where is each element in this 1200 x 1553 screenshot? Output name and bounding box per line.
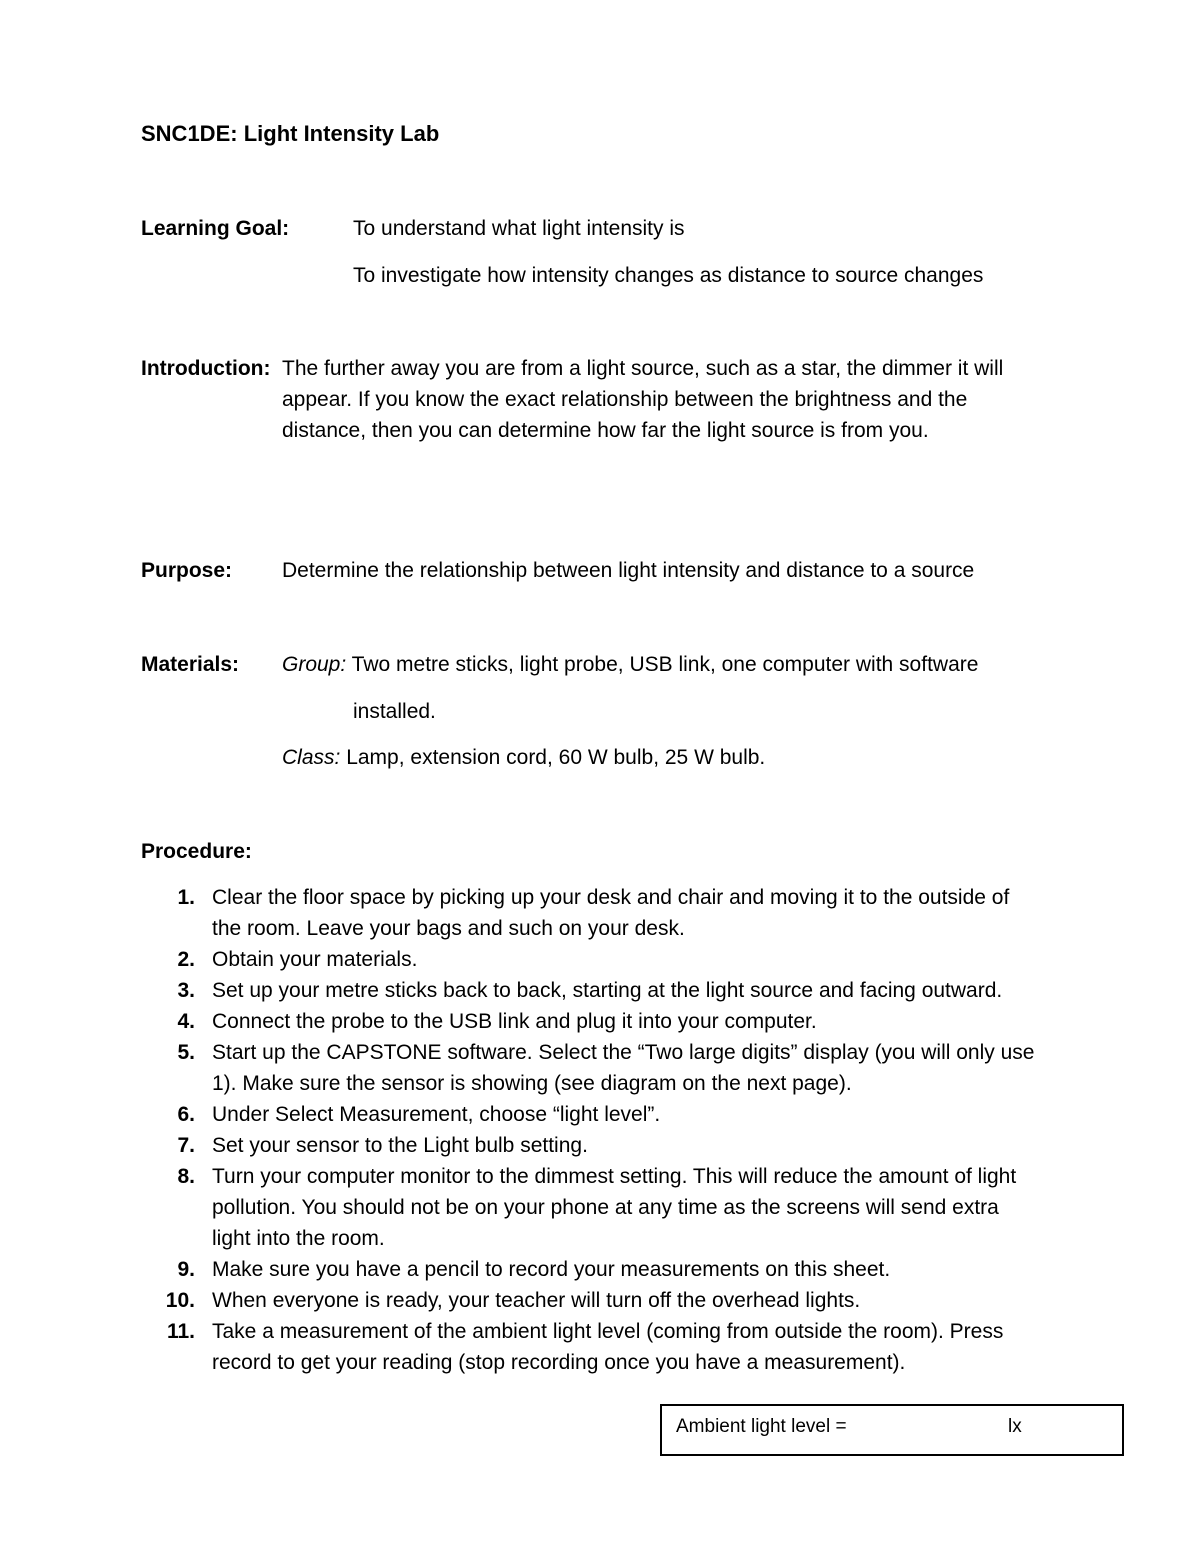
lab-name: Light Intensity Lab xyxy=(243,121,440,146)
step-text: Set your sensor to the Light bulb setting. xyxy=(212,1134,588,1157)
step-text: 1). Make sure the sensor is showing (see diagram on the next page). xyxy=(212,1072,852,1095)
step-number: 8. xyxy=(177,1165,195,1188)
materials-class xyxy=(282,746,765,770)
learning-goal-line: To understand what light intensity is xyxy=(353,217,685,240)
step-number: 3. xyxy=(177,979,195,1002)
materials-group xyxy=(282,653,978,677)
purpose-text: Determine the relationship between light intensity and distance to a source xyxy=(282,559,975,582)
step-text: When everyone is ready, your teacher will turn off the overhead lights. xyxy=(212,1289,861,1312)
procedure-label: Procedure: xyxy=(141,840,252,863)
learning-goal-label: Learning Goal: xyxy=(141,217,290,240)
ambient-light-unit: lx xyxy=(1008,1416,1022,1437)
step-number: 4. xyxy=(177,1010,195,1033)
step-number: 7. xyxy=(177,1134,195,1157)
step-number: 11. xyxy=(166,1320,195,1343)
step-text: Set up your metre sticks back to back, starting at the light source and facing outward. xyxy=(212,979,1003,1002)
class-text: Lamp, extension cord, 60 W bulb, 25 W bulb. xyxy=(346,746,766,769)
step-text: Start up the CAPSTONE software. Select the “Two large digits” display (you will only use xyxy=(212,1041,1035,1064)
step-text: Turn your computer monitor to the dimmest setting. This will reduce the amount of light xyxy=(212,1165,1017,1188)
introduction-label: Introduction: xyxy=(141,357,271,380)
materials-label: Materials: xyxy=(141,653,240,676)
introduction-line: The further away you are from a light source, such as a star, the dimmer it will xyxy=(282,357,1004,380)
group-text-cont: installed. xyxy=(353,700,436,723)
class-label: Class: xyxy=(282,746,341,769)
step-number: 10. xyxy=(165,1289,195,1312)
step-text: Make sure you have a pencil to record your measurements on this sheet. xyxy=(212,1258,891,1281)
step-text: the room. Leave your bags and such on your desk. xyxy=(212,917,685,940)
step-text: Obtain your materials. xyxy=(212,948,418,971)
step-text: Connect the probe to the USB link and plug it into your computer. xyxy=(212,1010,817,1033)
step-number: 5. xyxy=(177,1041,195,1064)
step-text: Take a measurement of the ambient light level (coming from outside the room). Press xyxy=(212,1320,1004,1343)
page-title xyxy=(141,121,439,147)
step-text: record to get your reading (stop recording once you have a measurement). xyxy=(212,1351,906,1374)
step-text: Clear the floor space by picking up your desk and chair and moving it to the outside of xyxy=(212,886,1010,909)
group-label: Group: xyxy=(282,653,347,676)
step-text: pollution. You should not be on your phone at any time as the screens will send extra xyxy=(212,1196,999,1219)
ambient-light-label: Ambient light level = xyxy=(676,1416,847,1437)
step-number: 6. xyxy=(177,1103,195,1126)
course-code: SNC1DE: xyxy=(141,121,238,146)
purpose-label: Purpose: xyxy=(141,559,233,582)
learning-goal-line: To investigate how intensity changes as distance to source changes xyxy=(353,264,984,287)
introduction-line: distance, then you can determine how far the light source is from you. xyxy=(282,419,929,442)
introduction-line: appear. If you know the exact relationship between the brightness and the xyxy=(282,388,968,411)
step-number: 1. xyxy=(177,886,195,909)
step-text: light into the room. xyxy=(212,1227,385,1250)
group-text: Two metre sticks, light probe, USB link, one computer with software xyxy=(351,653,979,676)
ambient-light-box[interactable] xyxy=(660,1404,1124,1456)
step-text: Under Select Measurement, choose “light level”. xyxy=(212,1103,661,1126)
step-number: 2. xyxy=(177,948,195,971)
step-number: 9. xyxy=(177,1258,195,1281)
